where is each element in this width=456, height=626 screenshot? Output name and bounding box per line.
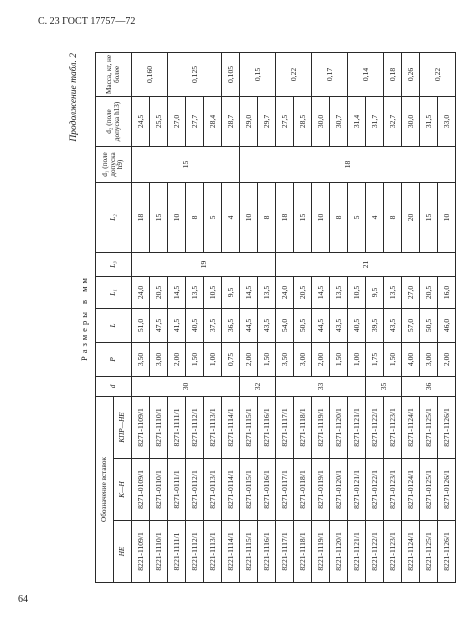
cell-d2: 27,5 [276, 96, 294, 146]
table-row [384, 52, 402, 582]
cell-p: 3,50 [276, 342, 294, 376]
cell-l2: 4 [222, 182, 240, 252]
cell-l: 36,5 [222, 308, 240, 342]
cell-l1: 13,5 [258, 276, 276, 308]
cell-p: 1,50 [384, 342, 402, 376]
cell-d2: 24,5 [132, 96, 150, 146]
cell-l2: 5 [348, 182, 366, 252]
cell-l: 37,5 [204, 308, 222, 342]
cell-kn: 8271-0116/1 [258, 459, 276, 521]
merged-cell-m: 0,22 [276, 52, 312, 96]
cell-l2: 8 [330, 182, 348, 252]
cell-kpr: 8271-1122/1 [366, 396, 384, 458]
table-row [438, 52, 456, 582]
cell-ne: 8221-1109/1 [132, 521, 150, 583]
cell-p: 1,50 [186, 342, 204, 376]
table-row [294, 52, 312, 582]
cell-l: 43,5 [384, 308, 402, 342]
cell-l: 43,5 [258, 308, 276, 342]
cell-p: 3,00 [420, 342, 438, 376]
cell-ne: 8221-1110/1 [150, 521, 168, 583]
cell-ne: 8221-1122/1 [366, 521, 384, 583]
cell-l1: 24,0 [276, 276, 294, 308]
cell-d2: 31,5 [420, 96, 438, 146]
cell-p: 2,00 [312, 342, 330, 376]
cell-p: 1,75 [366, 342, 384, 376]
cell-kpr: 8271-1118/1 [294, 396, 312, 458]
cell-kpr: 8271-1111/1 [168, 396, 186, 458]
merged-cell-m: 0,14 [348, 52, 384, 96]
cell-l1: 9,5 [366, 276, 384, 308]
d1-header: d₁ (поле допуска h9) [96, 146, 132, 182]
merged-cell-m: 0,26 [402, 52, 420, 96]
merged-cell-l3: 19 [132, 252, 276, 276]
cell-kpr: 8271-1117/1 [276, 396, 294, 458]
cell-ne: 8221-1115/1 [240, 521, 258, 583]
cell-kn: 8271-0113/1 [204, 459, 222, 521]
merged-cell-d1: 18 [240, 146, 456, 182]
cell-kn: 8271-0117/1 [276, 459, 294, 521]
continuation-label: Продолжение табл. 2 [69, 53, 79, 142]
cell-p: 1,00 [204, 342, 222, 376]
cell-l: 44,5 [240, 308, 258, 342]
cell-kn: 8271-0123/1 [384, 459, 402, 521]
cell-p: 1,50 [330, 342, 348, 376]
cell-d2: 29,7 [258, 96, 276, 146]
cell-ne: 8221-1116/1 [258, 521, 276, 583]
table-row [276, 52, 294, 582]
cell-ne: 8221-1124/1 [402, 521, 420, 583]
cell-ne: 8221-1112/1 [186, 521, 204, 583]
cell-l2: 18 [276, 182, 294, 252]
table-row [204, 52, 222, 582]
cell-l1: 16,0 [438, 276, 456, 308]
merged-cell-m: 0,22 [420, 52, 456, 96]
cell-l2: 15 [150, 182, 168, 252]
kpr-header: КПР—НЕ [114, 396, 132, 458]
d-header: d [96, 376, 132, 396]
cell-kpr: 8271-1110/1 [150, 396, 168, 458]
cell-l: 40,5 [186, 308, 204, 342]
cell-l: 46,0 [438, 308, 456, 342]
cell-d2: 27,7 [186, 96, 204, 146]
cell-l: 43,5 [330, 308, 348, 342]
cell-ne: 8221-1125/1 [420, 521, 438, 583]
merged-cell-d: 35 [366, 376, 402, 396]
cell-l1: 24,0 [132, 276, 150, 308]
cell-p: 2,00 [240, 342, 258, 376]
cell-d2: 30,0 [402, 96, 420, 146]
cell-kpr: 8271-1112/1 [186, 396, 204, 458]
p-header: P [96, 342, 132, 376]
merged-cell-d: 33 [276, 376, 366, 396]
cell-l2: 4 [366, 182, 384, 252]
ne-header: НЕ [114, 521, 132, 583]
cell-kpr: 8271-1120/1 [330, 396, 348, 458]
cell-l: 40,5 [348, 308, 366, 342]
table-row [150, 52, 168, 582]
cell-kn: 8271-0120/1 [330, 459, 348, 521]
cell-l: 50,5 [420, 308, 438, 342]
cell-l1: 20,5 [294, 276, 312, 308]
cell-l1: 13,5 [384, 276, 402, 308]
merged-cell-m: 0,160 [132, 52, 168, 96]
table-row [240, 52, 258, 582]
cell-l2: 8 [384, 182, 402, 252]
cell-kpr: 8271-1126/1 [438, 396, 456, 458]
cell-kn: 8271-0115/1 [240, 459, 258, 521]
cell-kn: 8271-0124/1 [402, 459, 420, 521]
cell-l1: 13,5 [186, 276, 204, 308]
merged-cell-m: 0,17 [312, 52, 348, 96]
cell-p: 2,00 [168, 342, 186, 376]
cell-p: 3,50 [132, 342, 150, 376]
merged-cell-d1: 15 [132, 146, 240, 182]
cell-l1: 20,5 [150, 276, 168, 308]
cell-l1: 14,5 [168, 276, 186, 308]
table-body [132, 52, 456, 582]
merged-cell-l3: 21 [276, 252, 456, 276]
cell-d2: 28,5 [294, 96, 312, 146]
table-row [402, 52, 420, 582]
cell-kpr: 8271-1109/1 [132, 396, 150, 458]
merged-cell-m: 0,18 [384, 52, 402, 96]
table-row [366, 52, 384, 582]
l2-header: L₂ [96, 182, 132, 252]
cell-l: 47,5 [150, 308, 168, 342]
cell-kn: 8271-0118/1 [294, 459, 312, 521]
cell-l2: 18 [132, 182, 150, 252]
cell-d2: 33,0 [438, 96, 456, 146]
cell-kpr: 8271-1113/1 [204, 396, 222, 458]
cell-l2: 8 [258, 182, 276, 252]
cell-ne: 8221-1117/1 [276, 521, 294, 583]
cell-p: 1,50 [258, 342, 276, 376]
cell-l1: 10,5 [204, 276, 222, 308]
cell-d2: 30,0 [312, 96, 330, 146]
cell-l1: 27,0 [402, 276, 420, 308]
cell-l: 54,0 [276, 308, 294, 342]
cell-p: 4,00 [402, 342, 420, 376]
cell-kpr: 8271-1125/1 [420, 396, 438, 458]
cell-l: 39,5 [366, 308, 384, 342]
cell-kpr: 8271-1121/1 [348, 396, 366, 458]
cell-kn: 8271-0122/1 [366, 459, 384, 521]
cell-ne: 8221-1118/1 [294, 521, 312, 583]
cell-d2: 29,0 [240, 96, 258, 146]
cell-kpr: 8271-1115/1 [240, 396, 258, 458]
cell-p: 3,00 [294, 342, 312, 376]
cell-l2: 15 [294, 182, 312, 252]
cell-d2: 32,7 [384, 96, 402, 146]
cell-ne: 8221-1121/1 [348, 521, 366, 583]
cell-l1: 13,5 [330, 276, 348, 308]
cell-d2: 25,5 [150, 96, 168, 146]
cell-l: 57,0 [402, 308, 420, 342]
cell-l2: 10 [240, 182, 258, 252]
cell-p: 3,00 [150, 342, 168, 376]
table-row [348, 52, 366, 582]
table-row [132, 52, 150, 582]
merged-cell-m: 0,125 [168, 52, 222, 96]
cell-l: 44,5 [312, 308, 330, 342]
cell-kpr: 8271-1124/1 [402, 396, 420, 458]
table-row [258, 52, 276, 582]
cell-kn: 8271-0126/1 [438, 459, 456, 521]
cell-kn: 8271-0119/1 [312, 459, 330, 521]
table-row [312, 52, 330, 582]
cell-l2: 10 [438, 182, 456, 252]
cell-kn: 8271-0121/1 [348, 459, 366, 521]
l3-header: L₃ [96, 252, 132, 276]
cell-ne: 8221-1113/1 [204, 521, 222, 583]
cell-d2: 28,4 [204, 96, 222, 146]
table-row [186, 52, 204, 582]
merged-cell-m: 0,15 [240, 52, 276, 96]
table-row [168, 52, 186, 582]
cell-d2: 31,4 [348, 96, 366, 146]
cell-p: 1,00 [348, 342, 366, 376]
cell-p: 2,00 [438, 342, 456, 376]
merged-cell-d: 30 [132, 376, 240, 396]
cell-l2: 8 [186, 182, 204, 252]
cell-l1: 9,5 [222, 276, 240, 308]
designation-header: Обозначение вставок [96, 396, 114, 582]
cell-l: 41,5 [168, 308, 186, 342]
d2-header: d₂ (поле допуска h13) [96, 96, 132, 146]
cell-ne: 8221-1126/1 [438, 521, 456, 583]
cell-l2: 5 [204, 182, 222, 252]
cell-l2: 10 [168, 182, 186, 252]
merged-cell-d: 36 [402, 376, 456, 396]
cell-kn: 8271-0110/1 [150, 459, 168, 521]
l-header: L [96, 308, 132, 342]
cell-ne: 8221-1120/1 [330, 521, 348, 583]
table-row [222, 52, 240, 582]
cell-l1: 20,5 [420, 276, 438, 308]
table-row [420, 52, 438, 582]
cell-l: 51,0 [132, 308, 150, 342]
cell-l2: 20 [402, 182, 420, 252]
table-row [330, 52, 348, 582]
cell-d2: 28,7 [222, 96, 240, 146]
cell-l1: 10,5 [348, 276, 366, 308]
cell-kn: 8271-0114/1 [222, 459, 240, 521]
l1-header: L₁ [96, 276, 132, 308]
cell-l2: 15 [420, 182, 438, 252]
cell-ne: 8221-1123/1 [384, 521, 402, 583]
cell-kn: 8271-0109/1 [132, 459, 150, 521]
cell-kn: 8271-0125/1 [420, 459, 438, 521]
cell-l: 50,5 [294, 308, 312, 342]
page-number: 64 [18, 594, 28, 605]
cell-kn: 8271-0112/1 [186, 459, 204, 521]
cell-kn: 8271-0111/1 [168, 459, 186, 521]
cell-kpr: 8271-1114/1 [222, 396, 240, 458]
merged-cell-d: 32 [240, 376, 276, 396]
cell-kpr: 8271-1116/1 [258, 396, 276, 458]
cell-l2: 10 [312, 182, 330, 252]
rotated-table-block [69, 53, 451, 583]
cell-p: 0,75 [222, 342, 240, 376]
mass-header: Масса, кг, не более [96, 52, 132, 96]
page-header: С. 23 ГОСТ 17757—72 [38, 16, 136, 27]
cell-l1: 14,5 [240, 276, 258, 308]
cell-d2: 31,7 [366, 96, 384, 146]
merged-cell-m: 0,105 [222, 52, 240, 96]
cell-d2: 27,0 [168, 96, 186, 146]
dimensions-label: Размеры в мм [79, 275, 89, 361]
kn-header: К—Н [114, 459, 132, 521]
cell-d2: 30,7 [330, 96, 348, 146]
cell-kpr: 8271-1119/1 [312, 396, 330, 458]
cell-ne: 8221-1111/1 [168, 521, 186, 583]
specification-table [95, 52, 456, 583]
cell-ne: 8221-1119/1 [312, 521, 330, 583]
cell-kpr: 8271-1123/1 [384, 396, 402, 458]
cell-ne: 8221-1114/1 [222, 521, 240, 583]
cell-l1: 14,5 [312, 276, 330, 308]
